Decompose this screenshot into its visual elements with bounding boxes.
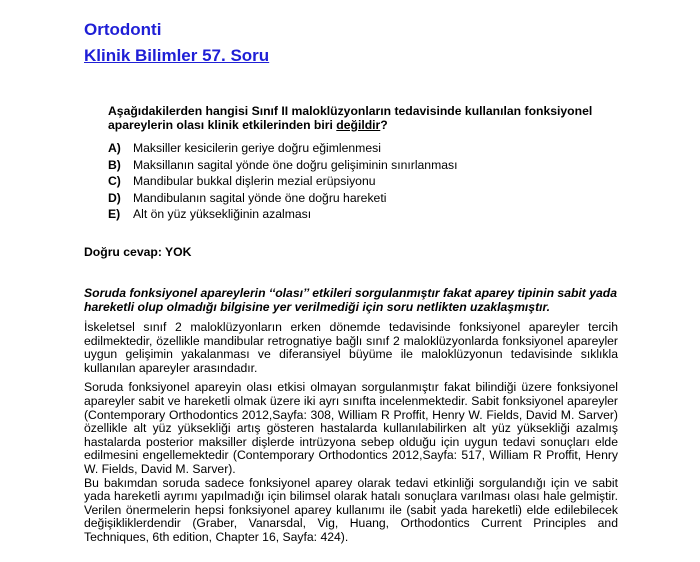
option-e [108, 206, 628, 223]
option-letter: D) [108, 190, 121, 205]
option-letter: E) [108, 207, 121, 222]
option-text: Mandibulanın sagital yönde öne doğru hareketi [133, 190, 387, 205]
option-text: Mandibular bukkal dişlerin mezial erüpsiyonu [133, 174, 376, 189]
option-letter: B) [108, 157, 121, 172]
option-d [108, 190, 628, 207]
correct-answer: Doğru cevap: YOK [84, 245, 192, 259]
objection-note: Soruda fonksiyonel apareylerin ‘‘olası’’ etkileri sorgulanmıştır fakat aparey tipinin sabit yada hareketli olup olmadığı bilgisine yer verilmediği için soru netlikten uzaklaşmıştır. [84, 286, 618, 314]
answer-options [108, 140, 628, 223]
option-b [108, 157, 628, 174]
option-text: Maksiller kesicilerin geriye doğru eğimlenmesi [133, 141, 381, 155]
option-text: Alt ön yüz yüksekliğinin azalması [133, 207, 312, 222]
explanation-paragraph: Soruda fonksiyonel apareyin olası etkisi olmayan sorgulanmıştır fakat bilindiği üzere fonksiyonel apareyler sabit ve hareketli olmak üzere iki ayrı sınıfta incelenmektedir. Sabit fonksiyonel apareyler (Contemporary Orthodontics 2012,Sayfa: 308, William R Proffit, Henry W. Fields, David M. Sarver) özellikle alt yüz yüksekliği artış gösteren hastalarda kullanılabilirken alt yüz yüksekliği azalmış hastalarda posterior maksiller dişlerde intrüzyona sebep olduğu için uygun tedavi sonuçları elde edilmesini engellemektedir (Contemporary Orthodontics 2012,Sayfa: 517, William R Proffit, Henry W. Fields, David M. Sarver). [84, 380, 618, 476]
option-letter: A) [108, 141, 121, 155]
question-stem-text: Aşağıdakilerden hangisi Sınıf II maloklüzyonların tedavisinde kullanılan fonksiyonel apareylerin olası klinik etkilerinden biri [108, 104, 593, 132]
question-link[interactable]: Klinik Bilimler 57. Soru [84, 46, 270, 65]
question-stem [108, 104, 628, 132]
option-letter: C) [108, 174, 121, 189]
question-negation: değildir [336, 118, 381, 132]
option-a [108, 140, 628, 157]
subject-title: Ortodonti [84, 20, 162, 39]
explanation-paragraph: İskeletsel sınıf 2 maloklüzyonların erken dönemde tedavisinde fonksiyonel apareyler tercih edilmektedir, özellikle mandibular retrognatiye bağlı sınıf 2 maloklüzyonlarda fonksiyonel apareyler uygun gelişimin yakalanması ve diferansiyel büyüme ile maloklüzyonun tedavisinde sıklıkla kullanılan apareyler arasındadır. [84, 320, 618, 375]
explanation-paragraph: Bu bakımdan soruda sadece fonksiyonel aparey olarak tedavi etkinliği sorgulandığı için ve sabit yada hareketli ayrımı yapılmadığı için bilimsel olarak hatalı sonuçlara varılması olası hale gelmiştir. Verilen önermelerin hepsi fonksiyonel aparey kullanımı ile (sabit yada hareketli) elde edilebilecek değişikliklerdendir (Graber, Vanarsdal, Vig, Huang, Orthodontics Current Principles and Techniques, 6th edition, Chapter 16, Sayfa: 424). [84, 475, 618, 544]
explanation-body [84, 321, 618, 551]
option-text: Maksillanın sagital yönde öne doğru gelişiminin sınırlanması [133, 157, 458, 172]
option-c [108, 173, 628, 190]
question-stem-end: ? [380, 118, 388, 132]
